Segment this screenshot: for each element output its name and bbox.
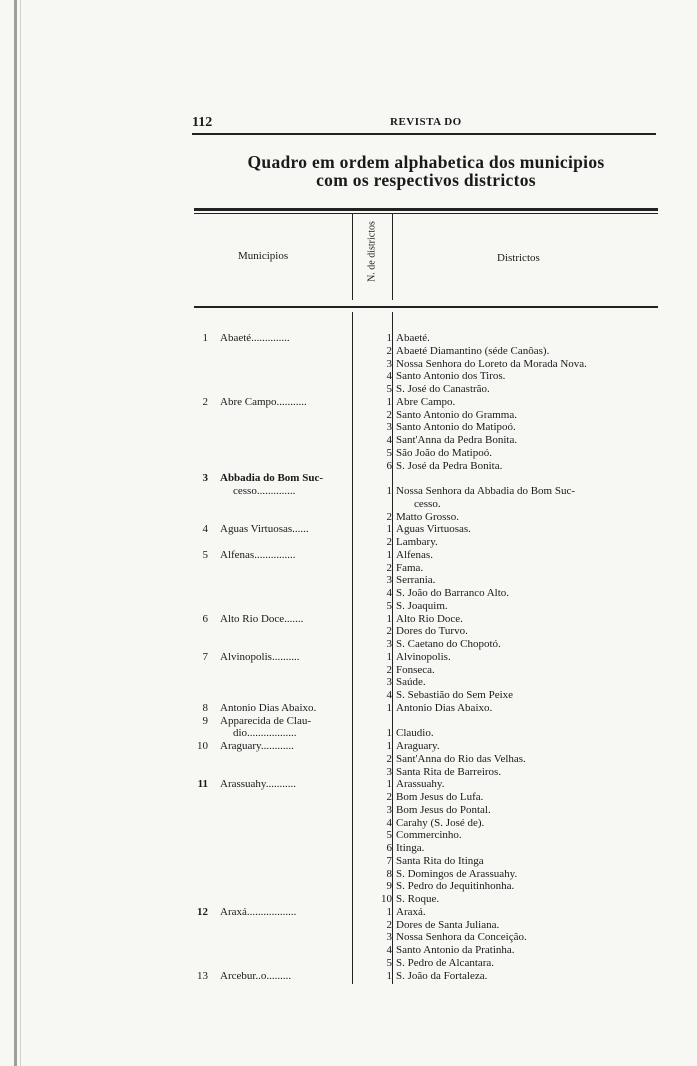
table-row — [0, 931, 697, 944]
table-row — [0, 574, 697, 587]
districto-name: Fama. — [396, 561, 424, 574]
table-row — [0, 702, 697, 715]
districto-name: Santa Rita do Itinga — [396, 854, 484, 867]
districto-count: 3 — [386, 574, 392, 587]
districto-count: 2 — [386, 408, 392, 421]
municipio-number: 13 — [197, 969, 208, 982]
districto-name: Abre Campo. — [396, 395, 456, 408]
districto-name: Saúde. — [396, 676, 426, 689]
districto-name: Santo Antonio do Gramma. — [396, 408, 517, 421]
municipio-name: Alto Rio Doce....... — [220, 612, 304, 625]
districto-name: Fonseca. — [396, 663, 435, 676]
districto-name: Alto Rio Doce. — [396, 612, 463, 625]
table-row — [0, 562, 697, 575]
table-row — [0, 472, 697, 485]
municipio-name: Arassuahy........... — [220, 778, 296, 791]
table-title — [192, 153, 660, 189]
districto-name: S. Sebastião do Sem Peixe — [396, 689, 514, 701]
page-number: 112 — [192, 115, 213, 130]
municipio-name: Aguas Virtuosas...... — [220, 523, 309, 536]
districto-name: Abaeté Diamantino (séde Canôas). — [396, 344, 550, 357]
municipio-number: 2 — [202, 395, 208, 408]
districto-name: Matto Grosso. — [396, 510, 459, 523]
districto-name: Carahy (S. José de). — [396, 816, 485, 829]
districto-count: 1 — [386, 332, 392, 344]
municipio-name: Araxá.................. — [220, 905, 297, 918]
municipio-name: Abbadia do Bom Suc- — [220, 472, 324, 485]
table-row — [0, 485, 697, 498]
districto-count: 10 — [381, 893, 392, 905]
districto-name: cesso. — [414, 497, 441, 510]
districto-count: 1 — [386, 727, 392, 740]
districto-count: 3 — [386, 421, 392, 434]
table-row — [0, 944, 697, 957]
districto-count: 6 — [386, 459, 392, 472]
districto-count: 4 — [386, 944, 392, 956]
table-top-rule — [194, 208, 658, 211]
table-row — [0, 880, 697, 893]
districto-name: S. João do Barranco Alto. — [396, 587, 510, 599]
table-row — [0, 332, 697, 345]
table-row — [0, 855, 697, 868]
header-divider-left — [352, 214, 353, 300]
districto-name: Sant'Anna da Pedra Bonita. — [396, 434, 518, 446]
municipio-number: 7 — [202, 650, 208, 663]
table-row — [0, 358, 697, 371]
districto-name: Bom Jesus do Lufa. — [396, 791, 484, 803]
table-row — [0, 727, 697, 740]
districto-name: Antonio Dias Abaixo. — [396, 701, 493, 714]
districto-name: S. Pedro do Jequitinhonha. — [396, 880, 515, 893]
table-row — [0, 511, 697, 524]
districto-name: S. João da Fortaleza. — [396, 969, 488, 982]
districto-name: Itinga. — [396, 842, 425, 854]
column-header-municipios: Municipios — [238, 250, 289, 262]
table-row — [0, 600, 697, 613]
municipio-name: Abre Campo........... — [220, 395, 307, 408]
districto-name: Santo Antonio da Pratinha. — [396, 944, 515, 956]
districto-name: Alvinopolis. — [396, 650, 451, 663]
table-row — [0, 549, 697, 562]
districto-count: 3 — [386, 357, 392, 370]
table-row — [0, 778, 697, 791]
districto-count: 1 — [386, 740, 392, 752]
table-row — [0, 638, 697, 651]
table-row — [0, 766, 697, 779]
districto-name: Santo Antonio dos Tiros. — [396, 370, 506, 383]
districto-count: 5 — [386, 383, 392, 395]
districto-count: 9 — [386, 880, 392, 893]
municipio-name: Apparecida de Clau- — [220, 714, 312, 727]
districto-name: Commercinho. — [396, 829, 462, 842]
districto-name: Dores do Turvo. — [396, 625, 468, 638]
districto-name: S. Caetano do Chopotó. — [396, 638, 501, 650]
districto-count: 6 — [386, 842, 392, 854]
table-row — [0, 651, 697, 664]
municipio-name: Arcebur..o......... — [220, 969, 292, 982]
table-row — [0, 829, 697, 842]
districto-count: 1 — [386, 969, 392, 982]
districto-name: Claudio. — [396, 727, 434, 740]
table-row — [0, 396, 697, 409]
table-row — [0, 613, 697, 626]
municipio-name: Alvinopolis.......... — [220, 650, 300, 663]
municipio-number: 10 — [197, 740, 208, 752]
municipio-name: cesso.............. — [233, 485, 296, 497]
municipio-name: Antonio Dias Abaixo. — [220, 701, 317, 714]
table-row — [0, 676, 697, 689]
table-row — [0, 817, 697, 830]
districto-count: 1 — [386, 395, 392, 408]
table-row — [0, 804, 697, 817]
districto-count: 4 — [386, 689, 392, 701]
districto-count: 7 — [386, 854, 392, 867]
table-row — [0, 523, 697, 536]
districto-name: Serrania. — [396, 574, 436, 587]
municipio-number: 8 — [202, 701, 208, 714]
districto-count: 2 — [386, 510, 392, 523]
table-row — [0, 906, 697, 919]
table-row — [0, 421, 697, 434]
districto-name: S. Domingos de Arassuahy. — [396, 867, 518, 880]
districto-name: Nossa Senhora do Loreto da Morada Nova. — [396, 357, 587, 370]
table-row — [0, 970, 697, 983]
districto-count: 5 — [386, 599, 392, 612]
districto-count: 2 — [386, 536, 392, 548]
municipio-number: 9 — [202, 714, 208, 727]
header-divider-right — [392, 214, 393, 300]
table-row — [0, 383, 697, 396]
municipio-name: dio.................. — [233, 727, 297, 740]
districto-count: 8 — [386, 867, 392, 880]
table-row — [0, 957, 697, 970]
districto-name: Arassuahy. — [396, 778, 445, 791]
districto-name: Lambary. — [396, 536, 438, 548]
municipio-number: 6 — [202, 612, 208, 625]
districto-name: Abaeté. — [396, 332, 430, 344]
table-row — [0, 842, 697, 855]
table-row — [0, 434, 697, 447]
districto-count: 5 — [386, 446, 392, 459]
table-top-rule-thin — [194, 213, 658, 214]
table-row — [0, 460, 697, 473]
districto-name: Santa Rita de Barreiros. — [396, 765, 502, 778]
table-row — [0, 409, 697, 422]
districto-count: 3 — [386, 931, 392, 944]
districto-count: 3 — [386, 803, 392, 816]
column-header-districtos: Districtos — [497, 252, 540, 264]
header-rule — [192, 133, 656, 135]
districto-count: 2 — [386, 752, 392, 765]
districto-count: 2 — [386, 344, 392, 357]
municipio-number: 5 — [202, 548, 208, 561]
column-header-n-districtos: N. de districtos — [366, 221, 378, 282]
table-row — [0, 536, 697, 549]
table-row — [0, 791, 697, 804]
districto-count: 1 — [386, 548, 392, 561]
districto-name: Araguary. — [396, 740, 440, 752]
municipio-number: 12 — [197, 905, 208, 918]
districto-count: 1 — [386, 485, 392, 497]
table-row — [0, 893, 697, 906]
municipio-number: 11 — [197, 778, 208, 791]
table-row — [0, 498, 697, 511]
districto-count: 2 — [386, 561, 392, 574]
table-row — [0, 345, 697, 358]
municipio-number: 4 — [202, 523, 208, 536]
table-row — [0, 664, 697, 677]
table-row — [0, 447, 697, 460]
districto-count: 5 — [386, 956, 392, 969]
districto-name: Nossa Senhora da Abbadia do Bom Suc- — [396, 485, 576, 497]
table-row — [0, 919, 697, 932]
districto-count: 1 — [386, 701, 392, 714]
districto-name: S. Joaquim. — [396, 599, 448, 612]
running-title: REVISTA DO — [390, 116, 462, 128]
title-line-2: com os respectivos districtos — [316, 170, 536, 190]
municipio-name: Alfenas............... — [220, 548, 296, 561]
districto-count: 5 — [386, 829, 392, 842]
table-row — [0, 868, 697, 881]
districto-count: 4 — [386, 434, 392, 446]
table-row — [0, 740, 697, 753]
districto-count: 4 — [386, 587, 392, 599]
municipio-name: Araguary............ — [220, 740, 294, 752]
districto-name: S. José da Pedra Bonita. — [396, 459, 503, 472]
districto-count: 2 — [386, 791, 392, 803]
municipio-number: 1 — [202, 332, 208, 344]
districto-count: 3 — [386, 676, 392, 689]
districto-name: S. Roque. — [396, 893, 440, 905]
districto-name: Santo Antonio do Matipoó. — [396, 421, 516, 434]
header-bottom-rule — [194, 306, 658, 308]
table-row — [0, 370, 697, 383]
districto-count: 1 — [386, 650, 392, 663]
districto-count: 3 — [386, 638, 392, 650]
districto-name: Bom Jesus do Pontal. — [396, 803, 491, 816]
municipio-number: 3 — [202, 472, 208, 485]
districto-count: 1 — [386, 905, 392, 918]
page-header — [192, 115, 654, 133]
districto-count: 4 — [386, 816, 392, 829]
districto-count: 3 — [386, 765, 392, 778]
districto-count: 2 — [386, 663, 392, 676]
districto-name: S. José do Canastrão. — [396, 383, 490, 395]
districto-count: 2 — [386, 918, 392, 931]
municipio-name: Abaeté.............. — [220, 332, 290, 344]
districto-count: 1 — [386, 523, 392, 536]
districto-name: São João do Matipoó. — [396, 446, 492, 459]
districto-name: Araxá. — [396, 905, 426, 918]
districto-name: Nossa Senhora da Conceição. — [396, 931, 527, 944]
districto-name: Alfenas. — [396, 548, 433, 561]
districto-name: Dores de Santa Juliana. — [396, 918, 500, 931]
districto-name: Aguas Virtuosas. — [396, 523, 471, 536]
districto-name: S. Pedro de Alcantara. — [396, 956, 495, 969]
districto-count: 1 — [386, 612, 392, 625]
title-line-1: Quadro em ordem alphabetica dos municipios — [247, 152, 605, 172]
table-row — [0, 689, 697, 702]
table-row — [0, 587, 697, 600]
districto-count: 2 — [386, 625, 392, 638]
districto-count: 4 — [386, 370, 392, 383]
table-row — [0, 753, 697, 766]
districto-name: Sant'Anna do Rio das Velhas. — [396, 752, 526, 765]
table-row — [0, 625, 697, 638]
districto-count: 1 — [386, 778, 392, 791]
table-row — [0, 715, 697, 728]
